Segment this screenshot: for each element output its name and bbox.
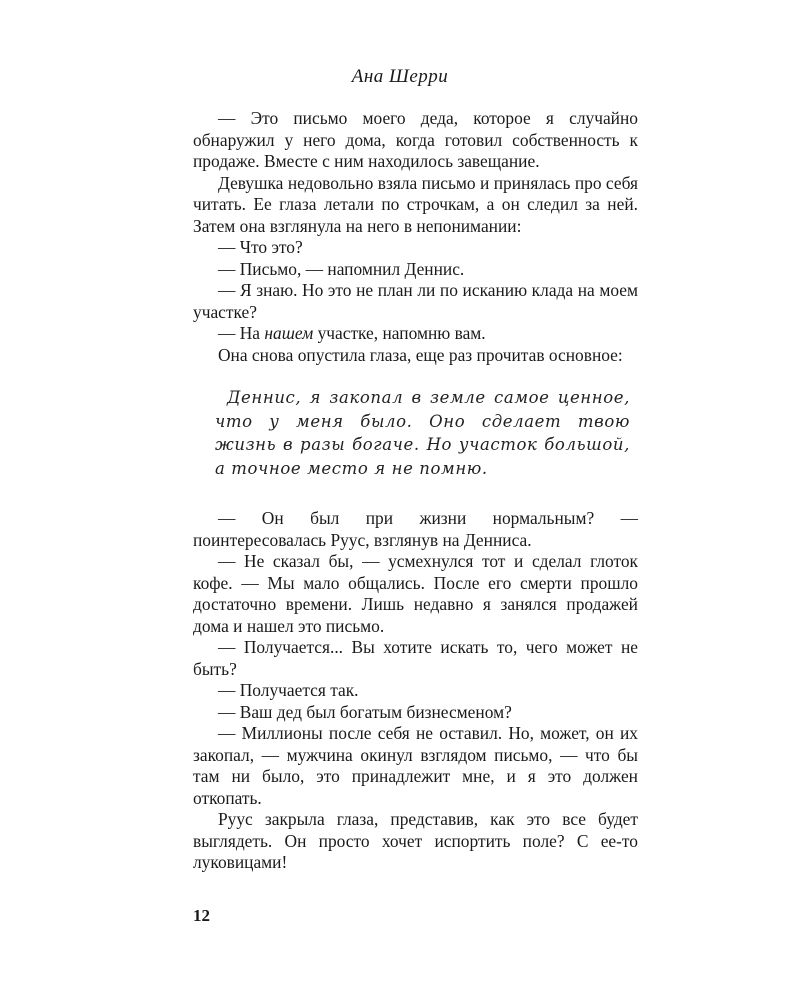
paragraph: — Я знаю. Но это не план ли по исканию клада на моем участке?: [193, 280, 638, 322]
emphasis-before: — На: [218, 323, 265, 343]
page-text: [193, 108, 638, 874]
page-number: 12: [193, 906, 210, 925]
paragraph-with-emphasis: [193, 323, 638, 345]
handwritten-letter: [215, 386, 630, 480]
paragraph: — Письмо, — напомнил Деннис.: [218, 258, 465, 279]
paragraph: — Не сказал бы, — усмехнулся тот и сделал глоток кофе. — Мы мало общались. После его смерти прошло достаточно времени. Лишь недавно я занялся продажей дома и нашел это письмо.: [193, 551, 638, 636]
paragraph: Руус закрыла глаза, представив, как это все будет выглядеть. Он просто хочет испортить поле? С ее-то луковицами!: [193, 809, 638, 872]
running-header-author: Ана Шерри: [351, 66, 449, 87]
paragraph: — Ваш дед был богатым бизнесменом?: [218, 701, 512, 722]
paragraph: — Он был при жизни нормальным? — поинтересовалась Руус, взглянув на Денниса.: [193, 508, 638, 550]
letter-text: Деннис, я закопал в земле самое ценное, что у меня было. Оно сделает твою жизнь в разы богаче. Но участок большой, а точное место я не помню.: [215, 388, 630, 478]
emphasis-after: участке, напомню вам.: [313, 323, 486, 343]
paragraph-letter-intro: Она снова опустила глаза, еще раз прочитав основное:: [218, 344, 623, 365]
paragraph: — Это письмо моего деда, которое я случайно обнаружил у него дома, когда готовил собственность к продаже. Вместе с ним находилось завещание.: [193, 108, 638, 171]
paragraph: — Получается так.: [218, 680, 359, 700]
paragraph: — Миллионы после себя не оставил. Но, может, он их закопал, — мужчина окинул взглядом письмо, — что бы там ни было, это принадлежит мне, и я это должен откопать.: [193, 723, 638, 808]
paragraph: — Получается... Вы хотите искать то, чего может не быть?: [193, 637, 638, 679]
paragraph: — Что это?: [218, 237, 303, 257]
paragraph: Девушка недовольно взяла письмо и принялась про себя читать. Ее глаза летали по строчкам, а он следил за ней. Затем она взглянула на него в непонимании:: [193, 172, 638, 236]
emphasis-word: нашем: [264, 323, 314, 343]
